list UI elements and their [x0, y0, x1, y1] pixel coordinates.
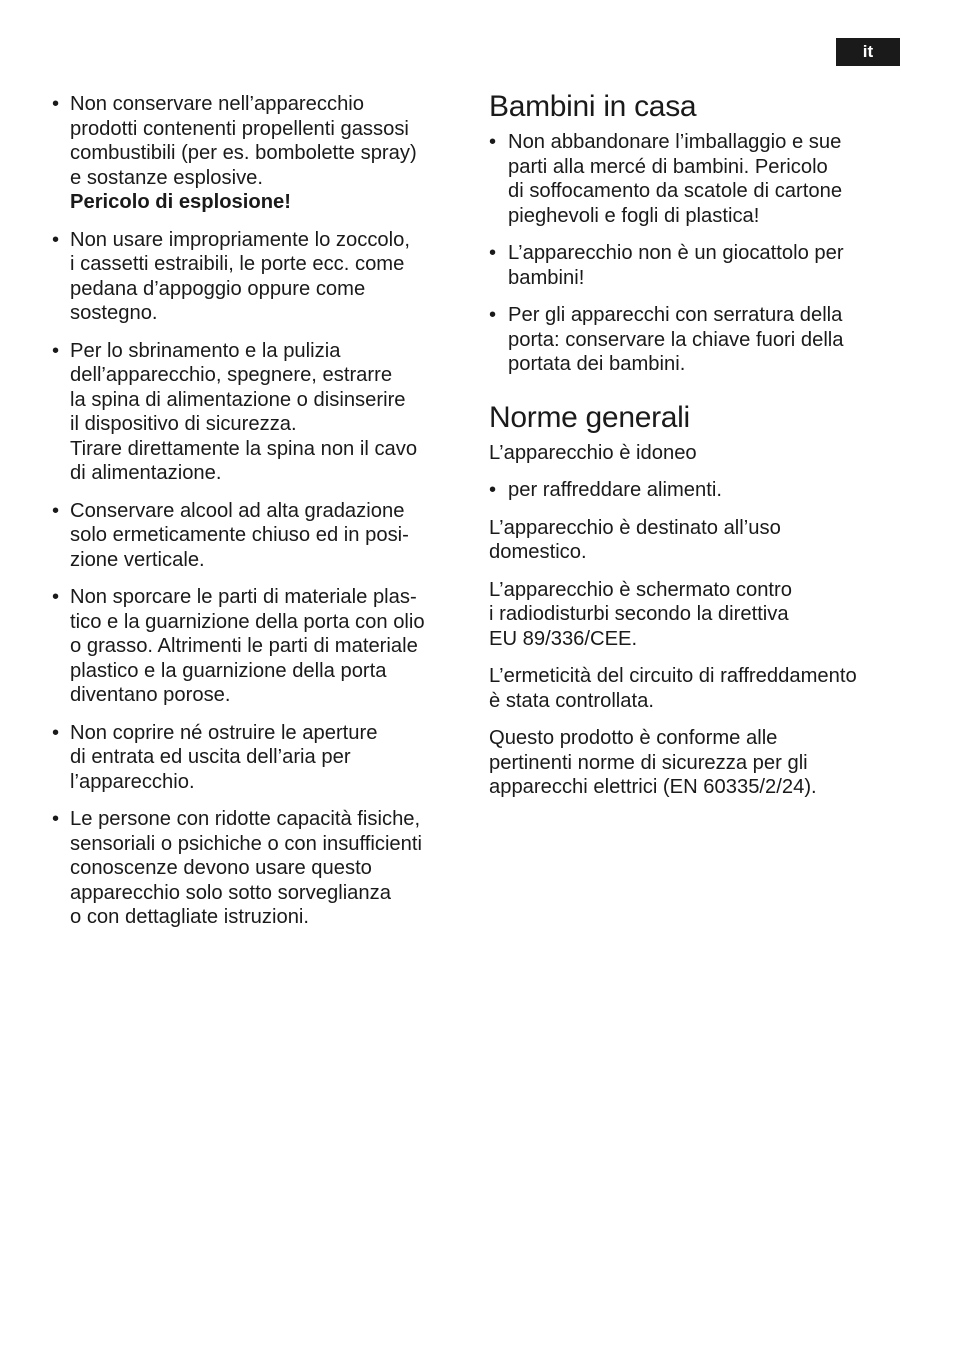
- list-item: [489, 478, 907, 503]
- text-line: i cassetti estraibili, le porte ecc. come: [70, 253, 405, 275]
- paragraph: [489, 578, 907, 652]
- text-line: Non sporcare le parti di materiale plas-: [70, 586, 417, 608]
- text-line: domestico.: [489, 541, 587, 563]
- text-line: di entrata ed uscita dell’aria per: [70, 746, 351, 768]
- list-item: [52, 807, 456, 930]
- text-line: per raffreddare alimenti.: [508, 479, 722, 501]
- text-line: diventano porose.: [70, 684, 231, 706]
- text-line: prodotti contenenti propellenti gassosi: [70, 117, 409, 140]
- text-line: i radiodisturbi secondo la direttiva: [489, 603, 789, 625]
- list-item: [52, 228, 456, 326]
- norme-list: [489, 478, 907, 503]
- text-line: conoscenze devono usare questo: [70, 857, 372, 879]
- list-item: [489, 303, 907, 377]
- bullet-icon: •: [52, 228, 60, 251]
- list-item: [52, 721, 456, 795]
- text-line: apparecchio solo sotto sorveglianza: [70, 881, 391, 904]
- text-line: pieghevoli e fogli di plastica!: [508, 204, 760, 227]
- text-line: Per gli apparecchi con serratura della: [508, 304, 843, 326]
- text-line: Questo prodotto è conforme alle: [489, 727, 778, 749]
- text-line: Non abbandonare l’imballaggio e sue: [508, 131, 842, 153]
- text-line: zione verticale.: [70, 548, 205, 571]
- text-line: pedana d’appoggio oppure come: [70, 277, 366, 300]
- text-line: portata dei bambini.: [508, 353, 686, 375]
- bullet-icon: •: [52, 586, 60, 608]
- text-line: combustibili (per es. bombolette spray): [70, 142, 417, 164]
- text-line: L’apparecchio è schermato contro: [489, 578, 792, 601]
- list-item: [52, 92, 456, 215]
- text-line: Non coprire né ostruire le aperture: [70, 721, 378, 744]
- text-line: dell’apparecchio, spegnere, estrarre: [70, 364, 393, 386]
- list-item: [52, 339, 456, 486]
- children-list: [489, 130, 907, 377]
- text-line: L’ermeticità del circuito di raffreddamento: [489, 665, 857, 687]
- bullet-icon: •: [489, 304, 497, 326]
- text-line: plastico e la guarnizione della porta: [70, 659, 387, 682]
- paragraph: [489, 664, 907, 713]
- text-line: Non usare impropriamente lo zoccolo,: [70, 228, 410, 251]
- text-line: bambini!: [508, 266, 585, 289]
- text-line: Tirare direttamente la spina non il cavo: [70, 437, 418, 460]
- bullet-icon: •: [52, 721, 60, 744]
- text-line: di soffocamento da scatole di cartone: [508, 180, 843, 202]
- text-line: Per lo sbrinamento e la pulizia: [70, 339, 341, 362]
- explosion-warning: Pericolo di esplosione!: [70, 191, 291, 213]
- text-line: Conservare alcool ad alta gradazione: [70, 499, 405, 522]
- section-heading-bambini: Bambini in casa: [489, 90, 697, 123]
- right-column: [489, 90, 907, 813]
- text-line: sensoriali o psichiche o con insufficienti: [70, 832, 422, 855]
- bullet-icon: •: [489, 242, 497, 264]
- text-line: apparecchi elettrici (EN 60335/2/24).: [489, 776, 817, 798]
- bullet-icon: •: [52, 808, 60, 830]
- norme-intro: L’apparecchio è idoneo: [489, 441, 697, 464]
- list-item: [52, 585, 456, 708]
- text-line: EU 89/336/CEE.: [489, 627, 638, 650]
- text-line: l’apparecchio.: [70, 770, 195, 793]
- text-line: Non conservare nell’apparecchio: [70, 93, 365, 115]
- text-line: o con dettagliate istruzioni.: [70, 906, 310, 928]
- text-line: Le persone con ridotte capacità fisiche,: [70, 808, 421, 830]
- text-line: e sostanze esplosive.: [70, 166, 264, 189]
- list-item: [489, 241, 907, 290]
- text-line: la spina di alimentazione o disinserire: [70, 388, 406, 411]
- paragraph: [489, 726, 907, 800]
- section-heading-norme: Norme generali: [489, 400, 690, 434]
- language-tab: it: [836, 38, 900, 66]
- text-line: parti alla mercé di bambini. Pericolo: [508, 155, 828, 178]
- left-column: [52, 92, 456, 943]
- text-line: è stata controllata.: [489, 689, 654, 712]
- text-line: L’apparecchio è destinato all’uso: [489, 516, 781, 539]
- bullet-icon: •: [52, 499, 60, 522]
- bullet-icon: •: [489, 479, 497, 501]
- list-item: [489, 130, 907, 228]
- bullet-icon: •: [489, 131, 497, 153]
- text-line: L’apparecchio non è un giocattolo per: [508, 242, 844, 264]
- bullet-icon: •: [52, 339, 60, 362]
- bullet-icon: •: [52, 93, 60, 115]
- safety-list: [52, 92, 456, 930]
- text-line: tico e la guarnizione della porta con olio: [70, 610, 425, 633]
- text-line: porta: conservare la chiave fuori della: [508, 328, 844, 351]
- paragraph: [489, 516, 907, 565]
- text-line: o grasso. Altrimenti le parti di materiale: [70, 635, 418, 657]
- text-line: pertinenti norme di sicurezza per gli: [489, 751, 808, 774]
- text-line: sostegno.: [70, 302, 158, 324]
- text-line: di alimentazione.: [70, 462, 222, 484]
- text-line: il dispositivo di sicurezza.: [70, 413, 297, 435]
- text-line: solo ermeticamente chiuso ed in posi-: [70, 524, 409, 546]
- list-item: [52, 499, 456, 573]
